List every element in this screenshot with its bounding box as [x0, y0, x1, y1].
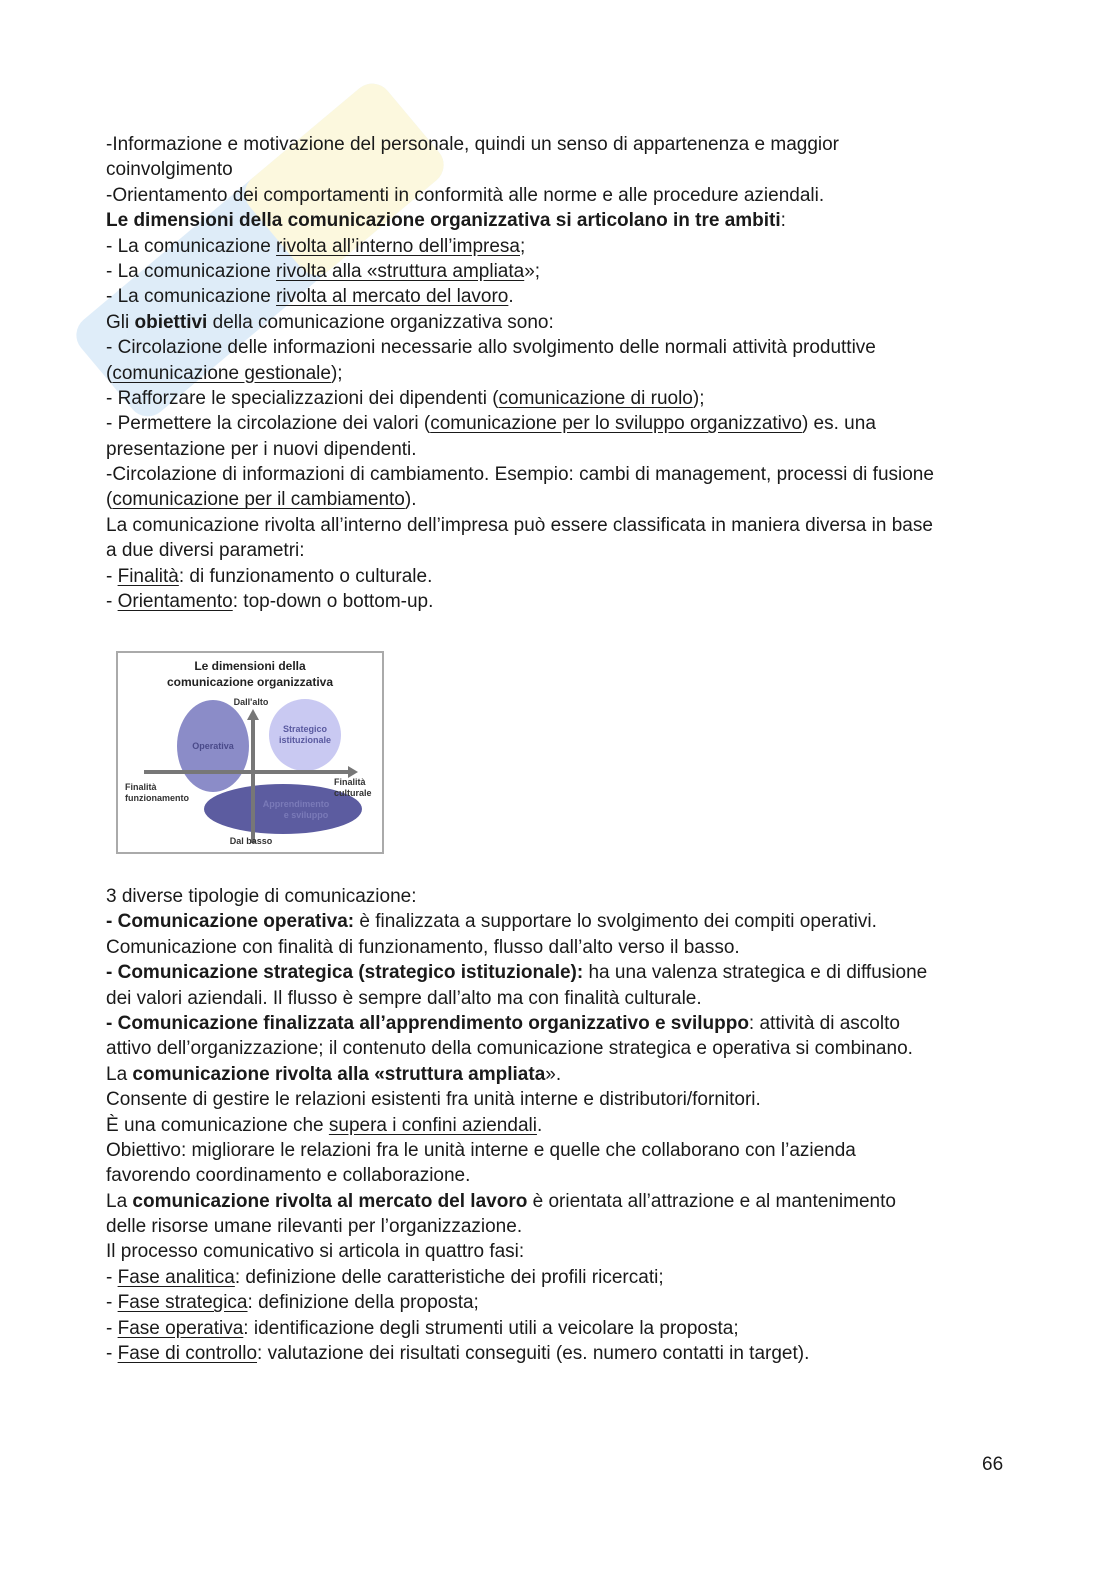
text-span: - La comunicazione [106, 286, 277, 308]
text-span: ); [692, 387, 705, 409]
underlined-text: Orientamento [117, 591, 233, 613]
text-span: - Circolazione delle informazioni necessarie allo svolgimento delle normali attività produttive [106, 337, 876, 359]
bold-text: obiettivi [134, 311, 208, 333]
text-span: - [106, 565, 118, 587]
text-span: favorendo coordinamento e collaborazione. [106, 1165, 471, 1187]
text-line [106, 1341, 927, 1366]
strategico-label: istituzionale [278, 735, 332, 745]
apprendimento-label: Apprendimento [262, 799, 330, 809]
figure-title: Le dimensioni della [194, 659, 306, 673]
text-span: - Rafforzare le specializzazioni dei dipendenti ( [106, 387, 499, 409]
bottom-label: Dal basso [229, 836, 273, 846]
bold-text: - Comunicazione operativa: [106, 911, 355, 933]
text-span: ha una valenza strategica e di diffusione [583, 962, 928, 984]
text-line [106, 310, 934, 335]
underlined-text: Fase strategica [117, 1292, 248, 1314]
text-span: 3 diverse tipologie di comunicazione: [106, 886, 417, 907]
text-line [106, 960, 927, 985]
text-span: . [536, 1114, 543, 1136]
text-span: ». [545, 1063, 562, 1085]
underlined-text: supera i confini aziendali [328, 1114, 537, 1136]
text-line [106, 335, 934, 360]
text-span: - [106, 1343, 118, 1365]
bold-text: comunicazione rivolta al mercato del lavoro [132, 1190, 528, 1212]
left-label: funzionamento [125, 793, 189, 803]
underlined-text: comunicazione per il cambiamento [112, 489, 405, 511]
text-line [106, 487, 934, 512]
text-span: Consente di gestire le relazioni esistenti fra unità interne e distributori/fornitori. [106, 1089, 761, 1111]
text-line [106, 284, 934, 309]
text-span: ; [520, 235, 526, 257]
text-span: La comunicazione rivolta all’interno dell’impresa può essere classificata in maniera diversa in base [106, 514, 933, 536]
underlined-text: rivolta alla «struttura ampliata [276, 260, 525, 282]
right-label: Finalità [334, 777, 366, 787]
text-line [106, 1087, 927, 1112]
apprendimento-label: e sviluppo [283, 810, 329, 820]
text-block-bottom [106, 884, 927, 1366]
text-span: Comunicazione con finalità di funzionamento, flusso dall’alto verso il basso. [106, 936, 740, 958]
text-line [106, 208, 934, 233]
text-span: : attività di ascolto [748, 1012, 900, 1034]
text-line [106, 538, 934, 563]
text-span: : di funzionamento o culturale. [178, 565, 433, 587]
text-span: ); [330, 362, 343, 384]
text-span: La [106, 1063, 133, 1085]
text-span: Il processo comunicativo si articola in quattro fasi: [106, 1241, 525, 1263]
text-span: La [106, 1190, 133, 1212]
text-line [106, 411, 934, 436]
communication-dimensions-diagram [116, 651, 384, 854]
text-span: a due diversi parametri: [106, 540, 305, 562]
text-line [106, 234, 934, 259]
text-span: coinvolgimento [106, 159, 233, 181]
text-span: È una comunicazione che [106, 1114, 329, 1136]
text-line [106, 589, 934, 614]
text-line [106, 986, 927, 1011]
text-line [106, 1113, 927, 1138]
text-span: attivo dell’organizzazione; il contenuto della comunicazione strategica e operativa si combinano. [106, 1038, 913, 1060]
text-span: - Permettere la circolazione dei valori ( [106, 413, 431, 435]
text-line [106, 437, 934, 462]
text-line [106, 513, 934, 538]
text-span: ) es. una [801, 413, 876, 435]
underlined-text: rivolta al mercato del lavoro [276, 286, 509, 308]
text-span: ). [404, 489, 417, 511]
text-line [106, 909, 927, 934]
text-line [106, 1290, 927, 1315]
page-number: 66 [982, 1454, 1004, 1475]
text-line [106, 386, 934, 411]
figure-title: comunicazione organizzativa [166, 675, 334, 689]
text-line [106, 1163, 927, 1188]
text-span: : definizione della proposta; [247, 1292, 479, 1314]
text-line [106, 132, 934, 157]
bold-text: comunicazione rivolta alla «struttura ampliata [132, 1063, 546, 1085]
text-span: - La comunicazione [106, 260, 277, 282]
text-line [106, 564, 934, 589]
underlined-text: comunicazione per lo sviluppo organizzativo [430, 413, 802, 435]
right-label: culturale [334, 788, 372, 798]
left-label: Finalità [125, 782, 157, 792]
text-block-top [106, 132, 934, 614]
text-span: dei valori aziendali. Il flusso è sempre dall’alto ma con finalità culturale. [106, 987, 702, 1009]
operativa-label: Operativa [192, 741, 234, 751]
text-span: delle risorse umane rilevanti per l’organizzazione. [106, 1216, 523, 1238]
bold-text: - Comunicazione strategica (strategico istituzionale): [106, 962, 584, 984]
text-line [106, 1214, 927, 1239]
text-line [106, 1265, 927, 1290]
text-span: - [106, 1292, 118, 1314]
text-line [106, 1189, 927, 1214]
text-line [106, 361, 934, 386]
text-line [106, 157, 934, 182]
text-line [106, 1036, 927, 1061]
text-span: - [106, 1266, 118, 1288]
text-span: è orientata all’attrazione e al mantenimento [527, 1190, 896, 1212]
text-span: . [508, 286, 514, 308]
underlined-text: comunicazione di ruolo [498, 387, 693, 409]
text-span: è finalizzata a supportare lo svolgimento dei compiti operativi. [354, 911, 877, 933]
text-line [106, 935, 927, 960]
underlined-text: Fase operativa [117, 1317, 244, 1339]
text-line [106, 1239, 927, 1264]
text-span: Obiettivo: migliorare le relazioni fra le unità interne e quelle che collaborano con l’azienda [106, 1139, 856, 1161]
text-span: : definizione delle caratteristiche dei profili ricercati; [234, 1266, 664, 1288]
text-line [106, 183, 934, 208]
text-line [106, 1062, 927, 1087]
text-line [106, 1138, 927, 1163]
underlined-text: Fase di controllo [117, 1343, 258, 1365]
top-label: Dall'alto [233, 697, 269, 707]
text-span: ( [106, 362, 113, 384]
text-span: -Orientamento dei comportamenti in conformità alle norme e alle procedure aziendali. [106, 184, 825, 206]
underlined-text: Fase analitica [117, 1266, 235, 1288]
text-span: ( [106, 489, 113, 511]
bold-text: - Comunicazione finalizzata all’apprendimento organizzativo e sviluppo [106, 1012, 749, 1034]
text-line [106, 884, 927, 909]
text-span: - La comunicazione [106, 235, 277, 257]
text-line [106, 259, 934, 284]
text-span: presentazione per i nuovi dipendenti. [106, 438, 417, 460]
strategico-label: Strategico [282, 724, 328, 734]
underlined-text: comunicazione gestionale [112, 362, 331, 384]
text-line [106, 1316, 927, 1341]
text-span: : top-down o bottom-up. [232, 591, 434, 613]
text-line [106, 1011, 927, 1036]
text-span: : valutazione dei risultati conseguiti (es. numero contatti in target). [257, 1343, 810, 1365]
text-span: - [106, 591, 118, 613]
text-span: Gli [106, 311, 135, 333]
text-line [106, 462, 934, 487]
text-span: - [106, 1317, 118, 1339]
text-span: : identificazione degli strumenti utili a veicolare la proposta; [243, 1317, 739, 1339]
underlined-text: Finalità [117, 565, 179, 587]
text-span: »; [524, 260, 541, 282]
text-span: : [780, 210, 786, 232]
text-span: -Informazione e motivazione del personale, quindi un senso di appartenenza e maggior [106, 134, 840, 155]
text-span: della comunicazione organizzativa sono: [207, 311, 554, 333]
bold-text: Le dimensioni della comunicazione organizzativa si articolano in tre ambiti [106, 210, 781, 232]
text-span: -Circolazione di informazioni di cambiamento. Esempio: cambi di management, processi di fusione [106, 464, 934, 486]
underlined-text: rivolta all’interno dell’impresa [276, 235, 520, 257]
